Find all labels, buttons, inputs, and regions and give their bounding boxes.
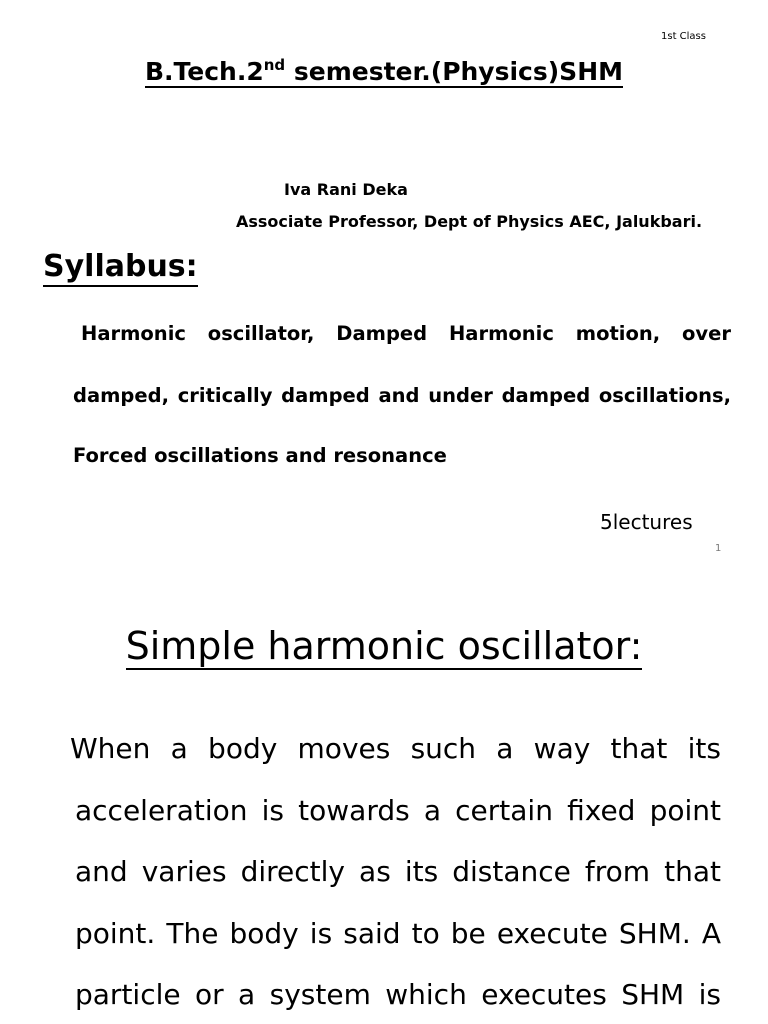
syllabus-heading: Syllabus:: [43, 249, 198, 287]
author-affiliation: Associate Professor, Dept of Physics AEC, Jalukbari.: [236, 212, 703, 231]
page-number: 1: [715, 543, 722, 554]
document-title: [0, 56, 768, 88]
section-heading: [0, 622, 768, 670]
syllabus-line: damped, critically damped and under damped oscillations,: [73, 384, 731, 407]
body-text-line: When a body moves such a way that its: [70, 732, 721, 765]
syllabus-line: [73, 321, 731, 347]
title-prefix: B.Tech.2: [145, 57, 264, 86]
title-superscript: nd: [263, 56, 286, 74]
body-text-line: and varies directly as its distance from that: [75, 855, 721, 888]
body-text-line: acceleration is towards a certain fixed point: [75, 794, 721, 827]
body-text-line: point. The body is said to be execute SHM. A: [75, 917, 721, 950]
title-suffix: semester.(Physics)SHM: [285, 57, 623, 86]
body-text-line: particle or a system which executes SHM is: [75, 978, 721, 1011]
class-tag: 1st Class: [661, 31, 706, 42]
syllabus-line-text: Harmonic oscillator, Damped Harmonic motion, over: [81, 322, 731, 345]
syllabus-line: Forced oscillations and resonance: [73, 444, 447, 467]
section-heading-text: Simple harmonic oscillator:: [125, 624, 643, 668]
lecture-count: 5lectures: [600, 510, 693, 534]
author-name: Iva Rani Deka: [284, 180, 408, 199]
title-text: [145, 57, 623, 88]
